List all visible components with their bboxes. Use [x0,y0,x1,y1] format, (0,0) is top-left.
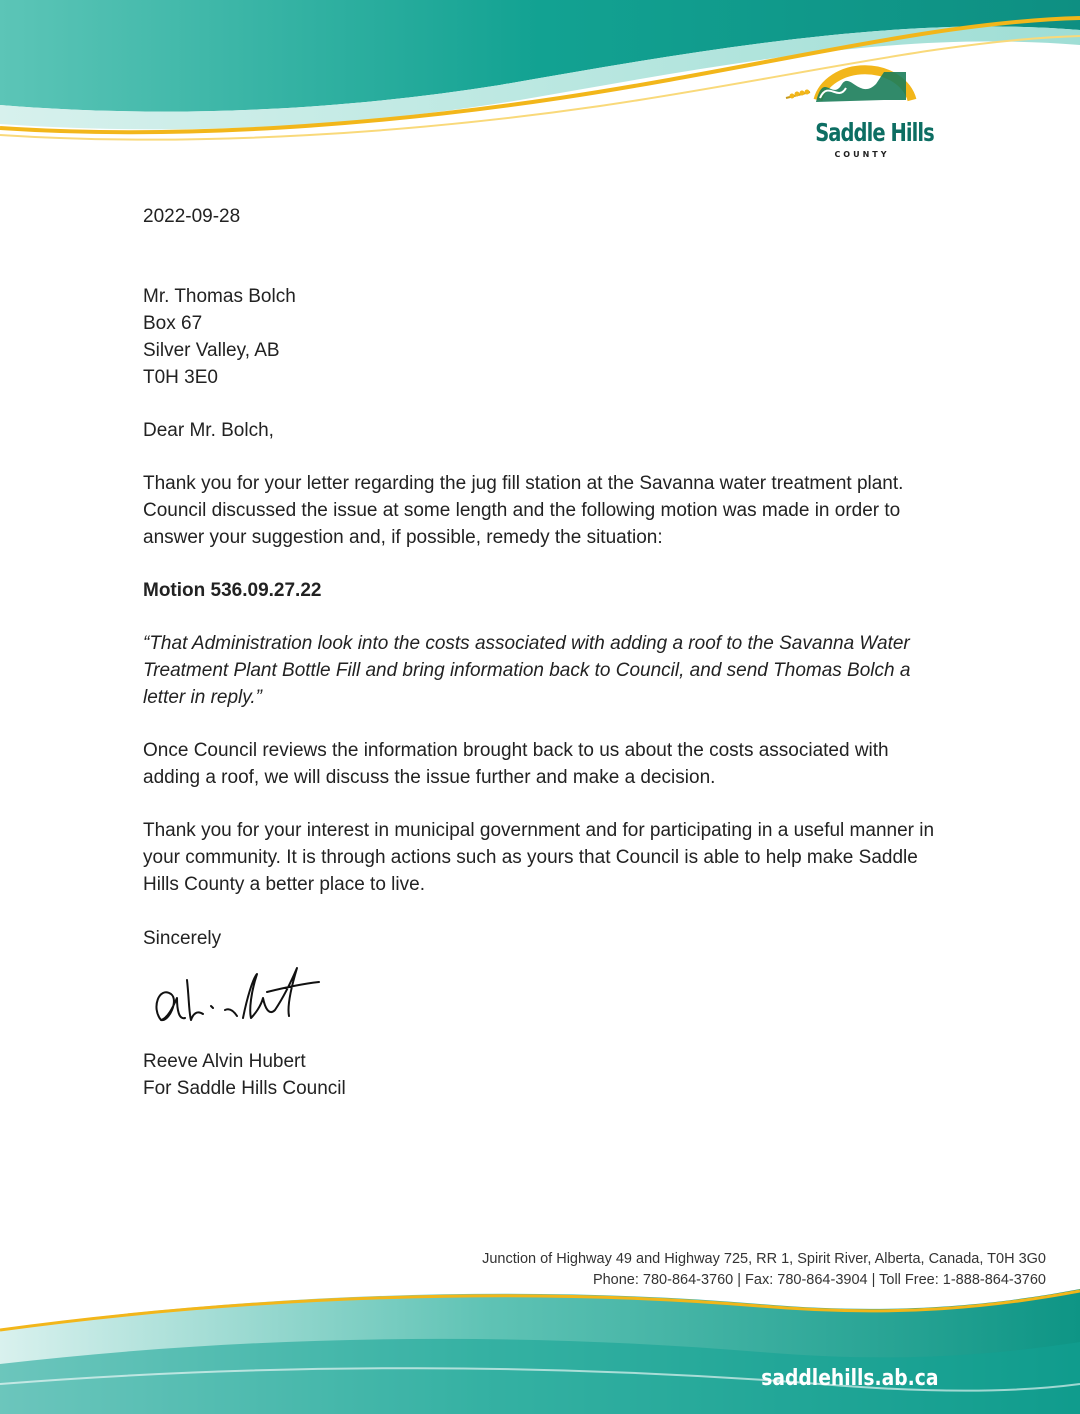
signer-title: For Saddle Hills Council [143,1078,346,1099]
paragraph-followup: Once Council reviews the information brought back to us about the costs associated with adding a roof, we will discuss the issue further and make a decision. [143,740,889,788]
recipient-address-line: Box 67 [143,313,203,334]
logo-wordmark: Saddle Hills [815,118,934,147]
paragraph-intro: Thank you for your letter regarding the jug fill station at the Savanna water treatment plant. Council discussed the issue at some length and the following motion was made in order to answer your suggestion and, if possible, remedy the situation: [143,473,904,548]
footer-address-line: Junction of Highway 49 and Highway 725, RR 1, Spirit River, Alberta, Canada, T0H 3G0 [482,1251,1046,1267]
signature-image [143,958,343,1048]
website-link[interactable]: saddlehills.ab.ca [760,1366,938,1391]
signer-name: Reeve Alvin Hubert [143,1051,306,1072]
letter-body [143,203,943,1102]
closing: Sincerely [143,928,222,949]
motion-title: Motion 536.09.27.22 [143,580,322,601]
logo-subtitle: COUNTY [834,150,890,159]
footer-phone-line: Phone: 780-864-3760 | Fax: 780-864-3904 | Toll Free: 1-888-864-3760 [592,1272,1046,1288]
county-logo [780,50,934,165]
recipient-postal-code: T0H 3E0 [143,367,218,388]
signer-block [143,1048,943,1102]
motion-text: “That Administration look into the costs associated with adding a roof to the Savanna Water Treatment Plant Bottle Fill and bring information back to Council, and send Thomas Bolch a letter in reply.” [143,633,911,708]
recipient-name: Mr. Thomas Bolch [143,286,296,307]
salutation: Dear Mr. Bolch, [143,420,274,441]
recipient-address-line: Silver Valley, AB [143,340,280,361]
paragraph-thanks: Thank you for your interest in municipal government and for participating in a useful manner in your community. It is through actions such as yours that Council is able to help make Saddle Hills County a better place to live. [143,820,935,895]
recipient-address [143,283,943,391]
letter-date: 2022-09-28 [143,206,241,227]
